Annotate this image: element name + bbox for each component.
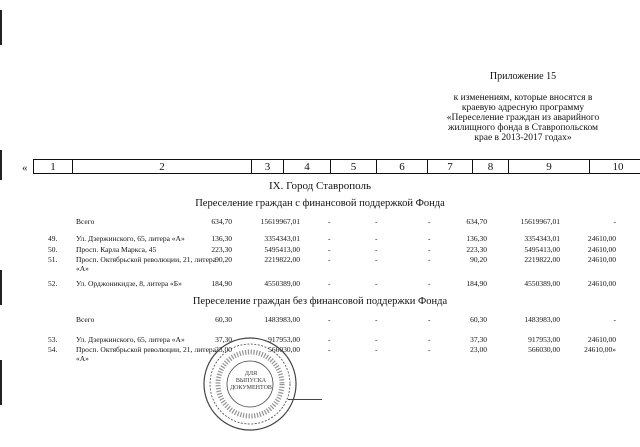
table-cell: - [428, 345, 431, 354]
table-cell: 24610,00» [584, 345, 616, 354]
header-line: «Переселение граждан из аварийного [446, 113, 600, 123]
row-address: Просп. Карла Маркса, 45 [76, 245, 157, 254]
table-cell: - [328, 279, 331, 288]
table-cell: - [375, 315, 378, 324]
table-cell: - [375, 345, 378, 354]
table-cell: 37,30 [470, 335, 487, 344]
header-line: жилищного фонда в Ставропольском [447, 123, 599, 133]
table-cell: 60,30 [215, 315, 232, 324]
stamp-text [229, 371, 273, 392]
table-cell: 1483983,00 [264, 315, 300, 324]
column-number-cell: 2 [72, 160, 251, 173]
row-address: Ул. Дзержинского, 65, литера «А» [76, 234, 185, 243]
column-number-cell: 1 [50, 161, 56, 173]
column-number-cell: 8 [472, 160, 508, 173]
table-cell: - [613, 315, 616, 324]
row-number: 49. [48, 234, 58, 243]
table-cell: 223,30 [211, 245, 232, 254]
row-address: Ул. Орджоникидзе, 8, литера «Б» [76, 279, 182, 288]
subsection-title: Переселение граждан с финансовой поддержкой Фонда [195, 198, 445, 209]
table-cell: 223,30 [466, 245, 487, 254]
table-cell: 23,00 [215, 345, 232, 354]
row-address: Просп. Октябрьской революции, 21, литера «А» [76, 345, 216, 363]
table-cell: 634,70 [211, 217, 232, 226]
table-cell: 184,90 [466, 279, 487, 288]
table-cell: - [428, 315, 431, 324]
table-cell: 4550389,00 [524, 279, 560, 288]
table-cell: 90,20 [470, 255, 487, 264]
table-cell: 15619967,01 [260, 217, 300, 226]
table-cell: 917953,00 [528, 335, 560, 344]
header-line: краевую адресную программу [461, 103, 585, 113]
column-number-cell: 3 [251, 160, 283, 173]
header-line: крае в 2013-2017 годах» [474, 133, 572, 143]
table-cell: 4550389,00 [264, 279, 300, 288]
appendix-header [428, 72, 618, 143]
header-line: к изменениям, которые вносятся в [453, 93, 593, 103]
column-number-cell: 4 [283, 160, 330, 173]
table-cell: 634,70 [466, 217, 487, 226]
table-cell: 566030,00 [528, 345, 560, 354]
table-cell: 5495413,00 [524, 245, 560, 254]
table-column-number-row [33, 159, 640, 174]
table-cell: - [328, 234, 331, 243]
page-edge-mark [0, 360, 2, 405]
total-label: Всего [76, 315, 95, 324]
table-cell: - [428, 217, 431, 226]
row-number: 51. [48, 255, 58, 264]
table-cell: - [375, 255, 378, 264]
table-cell: 24610,00 [587, 245, 616, 254]
table-cell: 5495413,00 [264, 245, 300, 254]
table-cell: - [428, 255, 431, 264]
table-cell: 24610,00 [587, 279, 616, 288]
table-cell: - [428, 279, 431, 288]
row-number: 52. [48, 279, 58, 288]
table-cell: - [428, 234, 431, 243]
table-cell: - [328, 217, 331, 226]
table-cell: 3354343,01 [264, 234, 300, 243]
page-edge-mark [0, 150, 2, 180]
table-quote-mark: « [22, 162, 28, 174]
table-cell: - [613, 217, 616, 226]
table-cell: - [375, 234, 378, 243]
column-number-cell: 10 [589, 160, 640, 173]
table-cell: - [375, 279, 378, 288]
table-cell: - [328, 345, 331, 354]
table-cell: 90,20 [215, 255, 232, 264]
row-address: Просп. Октябрьской революции, 21, литера «А» [76, 255, 216, 273]
table-cell: 136,30 [466, 234, 487, 243]
stamp-line: ДОКУМЕНТОВ [230, 385, 272, 391]
table-cell: 24610,00 [587, 335, 616, 344]
table-cell: - [328, 245, 331, 254]
row-number: 50. [48, 245, 58, 254]
stamp-line: ВЫПУСКА [235, 378, 267, 384]
table-cell: - [375, 217, 378, 226]
table-cell: 60,30 [470, 315, 487, 324]
table-cell: 2219822,00 [264, 255, 300, 264]
table-cell: - [428, 335, 431, 344]
table-cell: 15619967,01 [520, 217, 560, 226]
table-cell: - [328, 255, 331, 264]
table-cell: - [375, 245, 378, 254]
table-cell: 566030,00 [268, 345, 300, 354]
table-cell: 136,30 [211, 234, 232, 243]
table-cell: 37,30 [215, 335, 232, 344]
table-cell: 23,00 [470, 345, 487, 354]
table-cell: 917953,00 [268, 335, 300, 344]
table-cell: 24610,00 [587, 234, 616, 243]
row-address: Ул. Дзержинского, 65, литера «А» [76, 335, 185, 344]
section-title: IX. Город Ставрополь [269, 180, 371, 192]
page-edge-mark [0, 10, 2, 45]
table-cell: - [375, 335, 378, 344]
table-cell: - [428, 245, 431, 254]
column-number-cell: 9 [508, 160, 589, 173]
column-number-cell: 6 [376, 160, 427, 173]
table-cell: - [328, 315, 331, 324]
row-number: 53. [48, 335, 58, 344]
appendix-label: Приложение 15 [489, 71, 557, 82]
table-cell: 2219822,00 [524, 255, 560, 264]
column-number-cell: 5 [330, 160, 376, 173]
row-number: 54. [48, 345, 58, 354]
subsection-title: Переселение граждан без финансовой поддержки Фонда [192, 296, 448, 307]
total-label: Всего [76, 217, 95, 226]
table-cell: 1483983,00 [524, 315, 560, 324]
table-cell: 184,90 [211, 279, 232, 288]
column-number-cell: 7 [427, 160, 472, 173]
table-cell: 3354343,01 [524, 234, 560, 243]
signature-line [288, 399, 322, 400]
stamp-line: ДЛЯ [244, 371, 258, 377]
table-cell: 24610,00 [587, 255, 616, 264]
table-cell: - [328, 335, 331, 344]
